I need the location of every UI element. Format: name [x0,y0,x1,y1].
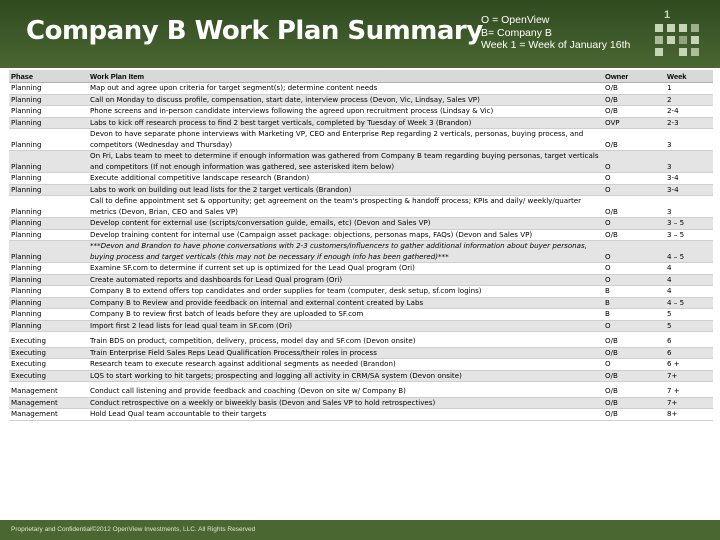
row-owner: OVP [605,117,620,127]
table-header [9,70,713,83]
row-week: 7 + [667,386,680,395]
row-week: 7+ [667,370,678,380]
row-phase: Executing [11,347,46,357]
row-item: Develop training content for internal use (Campaign asset package: objections, personas maps, FAQs) (Devon and Sales VP) [90,229,533,239]
row-owner: O [605,251,611,261]
row-item: Conduct call listening and provide feedback and coaching (Devon on site w/ Company B) [90,386,406,395]
row-week: 3-4 [667,184,679,194]
row-phase: Planning [11,263,42,272]
row-owner: B [605,309,610,318]
row-item: Call on Monday to discuss profile, compensation, start date, interview process (Devon, Vic, Lindsay, Sales VP) [90,94,480,104]
copyright-text: Proprietary and Confidential©2012 OpenView Investments, LLC. All Rights Reserved [11,526,256,533]
row-item: On Fri, Labs team to meet to determine if enough information was gathered from Company B team regarding buying personas, target verticals and competitors (If not enough information was gathered, see asterisked item below) [90,151,599,171]
row-phase: Planning [11,218,42,227]
row-week: 6 + [667,359,680,368]
row-phase: Planning [11,206,42,216]
row-owner: O [605,274,611,284]
row-item: Call to define appointment set & opportunity; get agreement on the team's prospecting & handoff process; KPIs and daily/ weekly/quarter metrics (Devon, Brian, CEO and Sales VP) [90,196,582,216]
row-owner: O/B [605,139,618,149]
table-row [9,230,713,242]
row-owner: O [605,218,611,227]
table-row [9,241,713,263]
row-week: 3 [667,139,672,149]
row-week: 5 [667,309,672,318]
row-item: LQS to start working to hit targets; prospecting and logging all activity in CRM/SA system (Devon onsite) [90,370,462,380]
row-owner: O/B [605,106,618,115]
row-week: 3 [667,206,672,216]
row-week: 3-4 [667,173,679,182]
row-phase: Executing [11,370,46,380]
column-header-phase: Phase [11,72,34,81]
decorative-squares-icon [655,24,715,64]
row-owner: O/B [605,94,618,104]
row-item: Phone screens and in-person candidate interviews following the agreed upon recruitment process (Lindsay & Vic) [90,106,494,115]
row-week: 4 [667,286,672,295]
row-week: 4 [667,274,672,284]
row-item: Import first 2 lead lists for lead qual team in SF.com (Ori) [90,320,293,330]
table-row [9,106,713,118]
table-row [9,359,713,371]
row-item: Company B to review first batch of leads before they are uploaded to SF.com [90,309,364,318]
row-item: Develop content for external use (scripts/conversation guide, emails, etc) (Devon and Sales VP) [90,218,431,227]
row-week: 2 [667,94,672,104]
row-week: 3 – 5 [667,218,685,227]
table-row [9,386,713,398]
row-owner: O/B [605,229,618,239]
column-header-week: Week [667,72,687,81]
row-item: Create automated reports and dashboards for Lead Qual program (Ori) [90,274,343,284]
table-row [9,409,713,421]
row-phase: Planning [11,106,42,115]
slide-header [0,0,720,68]
table-row [9,348,713,360]
column-header-owner: Owner [605,72,629,81]
row-week: 3 – 5 [667,229,685,239]
row-item: Map out and agree upon criteria for target segment(s); determine content needs [90,83,378,92]
row-phase: Planning [11,117,42,127]
legend [481,14,630,52]
row-owner: O/B [605,83,618,92]
row-phase: Management [11,386,58,395]
row-owner: O [605,173,611,182]
row-item: Company B to extend offers top candidates and order supplies for team (computer, desk setup, sf.com logins) [90,286,482,295]
row-phase: Planning [11,184,42,194]
row-item: Devon to have separate phone interviews with Marketing VP, CEO and Enterprise Rep regarding 2 verticals, personas, buying process, and competitors (Wednesday and Thursday) [90,129,584,149]
row-owner: B [605,286,610,295]
table-row [9,151,713,173]
row-week: 2-3 [667,117,679,127]
row-item: Train BDS on product, competition, delivery, process, model day and SF.com (Devon onsite) [90,336,416,345]
table-row [9,298,713,310]
row-owner: O/B [605,336,618,345]
row-owner: O/B [605,409,618,418]
row-item: Company B to Review and provide feedback on internal and external content created by Labs [90,297,424,307]
row-phase: Executing [11,336,46,345]
table-row [9,321,713,333]
row-week: 6 [667,336,672,345]
column-header-item: Work Plan Item [90,72,145,81]
row-phase: Executing [11,359,46,368]
row-phase: Planning [11,251,42,261]
table-row [9,371,713,383]
row-week: 5 [667,320,672,330]
table-row [9,263,713,275]
table-row [9,118,713,130]
row-owner: B [605,297,610,307]
row-week: 8+ [667,409,678,418]
row-owner: O [605,184,611,194]
row-week: 3 [667,161,672,171]
row-phase: Planning [11,94,42,104]
table-row [9,398,713,410]
legend-line: O = OpenView [481,14,550,26]
row-phase: Planning [11,139,42,149]
row-item: Execute additional competitive landscape research (Brandon) [90,173,310,182]
table-row [9,173,713,185]
row-week: 4 – 5 [667,251,685,261]
row-week: 7+ [667,397,678,407]
row-item: Hold Lead Qual team accountable to their targets [90,409,267,418]
row-phase: Management [11,397,58,407]
table-body [9,83,713,421]
slide-title: Company B Work Plan Summary [26,16,483,46]
row-week: 6 [667,347,672,357]
row-item: Labs to kick off research process to find 2 best target verticals, completed by Tuesday of Week 3 (Brandon) [90,117,472,127]
row-phase: Management [11,409,58,418]
row-phase: Planning [11,320,42,330]
row-owner: O [605,320,611,330]
row-owner: O/B [605,370,618,380]
table-row [9,275,713,287]
legend-line: Week 1 = Week of January 16th [481,39,631,51]
slide-footer [0,520,720,540]
table-row [9,129,713,151]
row-item: ***Devon and Brandon to have phone conversations with 2-3 customers/influencers to gather additional information about buyer personas, buying process and target verticals (this may not be necessary if enough info has been gathered)*** [90,241,587,261]
row-phase: Planning [11,309,42,318]
row-owner: O [605,161,611,171]
row-week: 1 [667,83,672,92]
row-week: 4 – 5 [667,297,685,307]
table-row [9,218,713,230]
table-row [9,196,713,218]
row-phase: Planning [11,173,42,182]
row-item: Examine SF.com to determine if current set up is optimized for the Lead Qual program (Ori) [90,263,415,272]
legend-line: B= Company B [481,26,552,39]
row-phase: Planning [11,286,42,295]
row-item: Labs to work on building out lead lists for the 2 target verticals (Brandon) [90,184,352,194]
row-phase: Planning [11,229,42,239]
row-item: Conduct retrospective on a weekly or biweekly basis (Devon and Sales VP to hold retrospectives) [90,397,436,407]
row-owner: O/B [605,206,618,216]
row-phase: Planning [11,297,42,307]
row-owner: O [605,359,611,368]
work-plan-table [9,70,713,515]
table-row [9,336,713,348]
row-owner: O/B [605,386,618,395]
row-phase: Planning [11,161,42,171]
row-item: Train Enterprise Field Sales Reps Lead Qualification Process/their roles in process [90,347,377,357]
row-week: 2-4 [667,106,679,115]
slide-number: 1 [664,9,671,21]
table-row [9,95,713,107]
table-row [9,185,713,197]
row-phase: Planning [11,83,42,92]
row-week: 4 [667,263,672,272]
row-item: Research team to execute research against additional segments as needed (Brandon) [90,359,396,368]
row-owner: O [605,263,611,272]
row-owner: O/B [605,347,618,357]
row-owner: O/B [605,397,618,407]
table-row [9,309,713,321]
table-row [9,286,713,298]
row-phase: Planning [11,274,42,284]
table-row [9,83,713,95]
